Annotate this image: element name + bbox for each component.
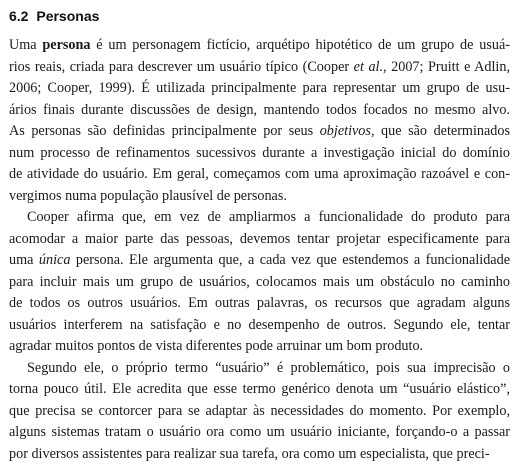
text-run: usuários interferem na satisfação e no desempenho de outros. Segundo ele, tentar [9, 317, 510, 333]
paragraph [9, 207, 510, 358]
text-line [9, 401, 510, 423]
text-line [9, 444, 510, 465]
document-page [9, 7, 510, 465]
text-run: As personas são definidas principalmente por seus [9, 123, 320, 139]
body-text [9, 35, 510, 465]
text-line [9, 229, 510, 251]
text-run: é um personagem fictício, arquétipo hipotético de um grupo de usuá- [90, 37, 510, 53]
text-run: persona. Ele argumenta que, a cada vez que estendemos a funcionalidade [70, 252, 510, 268]
text-line [9, 100, 510, 122]
text-line [9, 164, 510, 186]
text-line [9, 57, 510, 79]
text-line [9, 121, 510, 143]
italic-term: et al. [354, 59, 383, 75]
text-run: para incluir mais um grupo de usuários, colocamos mais um obstáculo no caminho [9, 274, 510, 290]
bold-term: persona [42, 37, 90, 53]
text-run: , 2007; Pruitt e Adlin, [383, 59, 510, 75]
text-run: rios reais, criada para descrever um usuário típico (Cooper [9, 59, 354, 75]
text-line [9, 379, 510, 401]
text-line [9, 250, 510, 272]
text-run: ários finais durante discussões de design, mantendo todos focados no mesmo alvo. [9, 102, 510, 118]
text-line [9, 186, 510, 208]
text-run: num processo de refinamentos sucessivos durante a investigação inicial do domínio [9, 145, 510, 161]
text-line [9, 315, 510, 337]
section-title: Personas [36, 8, 99, 24]
text-run: de atividade do usuário. Em geral, começamos com uma aproximação razoável e con- [9, 166, 510, 182]
text-line [9, 293, 510, 315]
text-run: 2006; Cooper, 1999). É utilizada principalmente para representar um grupo de usu- [9, 80, 510, 96]
text-line [9, 35, 510, 57]
text-run: acomodar a maior parte das pessoas, devemos tentar projetar especificamente para [9, 231, 510, 247]
text-run: uma [9, 252, 39, 268]
text-line [9, 78, 510, 100]
text-run: por diversos assistentes para realizar sua tarefa, ora como um especialista, que preci- [9, 446, 490, 462]
text-run: Segundo ele, o próprio termo “usuário” é problemático, pois sua imprecisão o [27, 360, 510, 376]
text-line [9, 272, 510, 294]
text-run: de todos os outros usuários. Em outras palavras, os recursos que agradam alguns [9, 295, 510, 311]
section-number: 6.2 [9, 8, 28, 24]
text-line [9, 207, 510, 229]
text-run: agradar muitos pontos de vista diferentes pode arruinar um bom produto. [9, 338, 423, 354]
text-run: Uma [9, 37, 42, 53]
text-run: Cooper afirma que, em vez de ampliarmos a funcionalidade do produto para [27, 209, 510, 225]
text-run: que precisa se contorcer para se adaptar às necessidades do momento. Por exemplo, [9, 403, 510, 419]
text-run: vergimos numa população plausível de personas. [9, 188, 287, 204]
paragraph [9, 358, 510, 465]
italic-term: objetivos [320, 123, 371, 139]
text-line [9, 422, 510, 444]
text-run: alguns sistemas tratam o usuário ora como um usuário iniciante, forçando-o a passar [9, 424, 510, 440]
text-run: torna pouco útil. Ele acredita que esse termo genérico denota um “usuário elástico”, [9, 381, 510, 397]
text-line [9, 358, 510, 380]
text-line [9, 336, 510, 358]
paragraph [9, 35, 510, 207]
text-run: , que são determinados [371, 123, 510, 139]
italic-term: única [39, 252, 71, 268]
section-heading [9, 7, 510, 25]
text-line [9, 143, 510, 165]
